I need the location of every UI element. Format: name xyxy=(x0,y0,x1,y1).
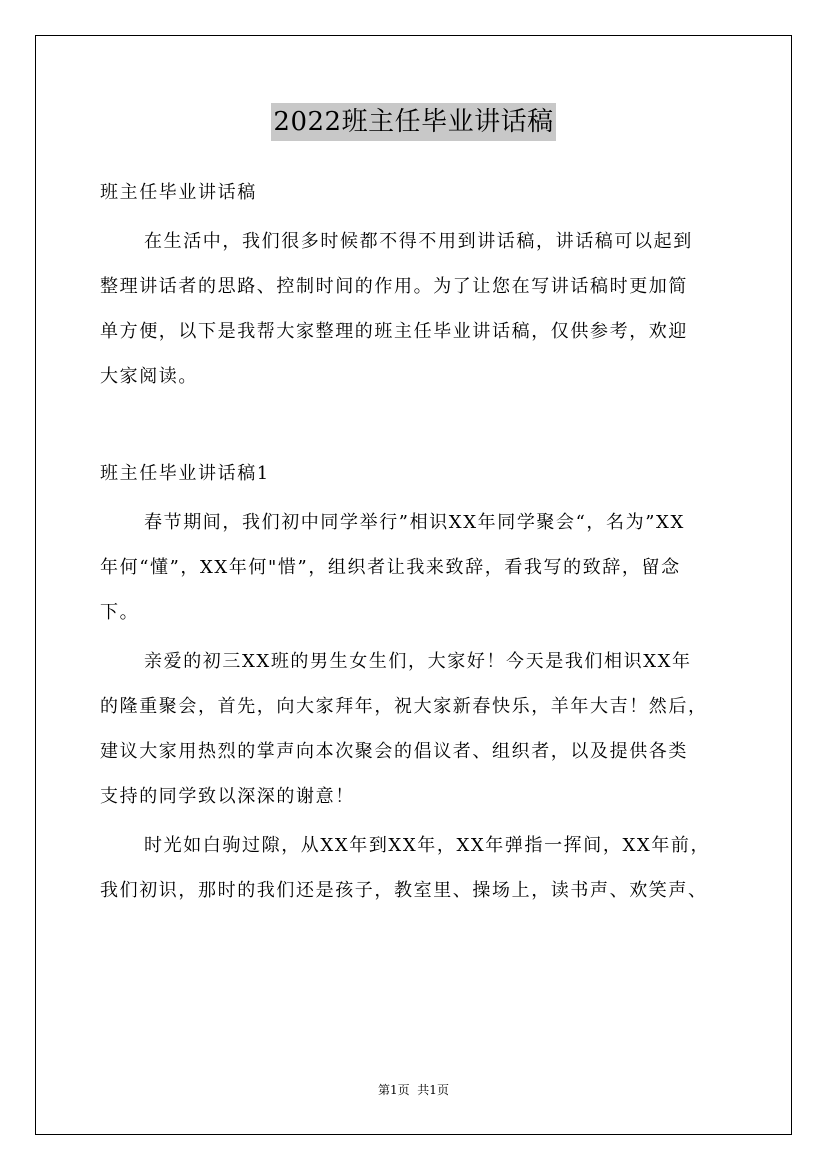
document-body xyxy=(100,174,730,917)
section-heading: 班主任毕业讲话稿 xyxy=(100,182,257,203)
section-heading: 班主任毕业讲话稿1 xyxy=(100,463,270,484)
paragraph-line: 我们初识，那时的我们还是孩子，教室里、操场上，读书声、欢笑声、 xyxy=(100,880,708,901)
paragraph xyxy=(100,500,730,635)
paragraph-line: 单方便，以下是我帮大家整理的班主任毕业讲话稿，仅供参考，欢迎 xyxy=(100,321,688,342)
paragraph-line: 的隆重聚会，首先，向大家拜年，祝大家新春快乐，羊年大吉！然后， xyxy=(100,696,708,717)
document-title: 2022班主任毕业讲话稿 xyxy=(271,103,555,141)
paragraph-line: 整理讲话者的思路、控制时间的作用。为了让您在写讲话稿时更加简 xyxy=(100,276,688,297)
paragraph xyxy=(100,639,730,819)
intro-paragraph xyxy=(100,219,730,399)
paragraph-line: 支持的同学致以深深的谢意！ xyxy=(100,786,355,807)
paragraph-line: 下。 xyxy=(100,602,140,623)
paragraph-line: 年何“懂”，XX年何"惜”，组织者让我来致辞，看我写的致辞，留念 xyxy=(100,557,681,578)
page-footer: 第1页 共1页 xyxy=(378,1083,449,1097)
paragraph-line: 时光如白驹过隙，从XX年到XX年，XX年弹指一挥间，XX年前， xyxy=(144,835,711,856)
paragraph-line: 大家阅读。 xyxy=(100,366,198,387)
paragraph xyxy=(100,823,730,913)
spacer xyxy=(100,403,730,455)
paragraph-line: 在生活中，我们很多时候都不得不用到讲话稿，讲话稿可以起到 xyxy=(144,231,693,252)
paragraph-line: 建议大家用热烈的掌声向本次聚会的倡议者、组织者，以及提供各类 xyxy=(100,741,688,762)
title-container xyxy=(0,103,827,141)
paragraph-line: 春节期间，我们初中同学举行”相识XX年同学聚会“，名为”XX xyxy=(144,512,685,533)
paragraph-line: 亲爱的初三XX班的男生女生们，大家好！今天是我们相识XX年 xyxy=(144,651,692,672)
